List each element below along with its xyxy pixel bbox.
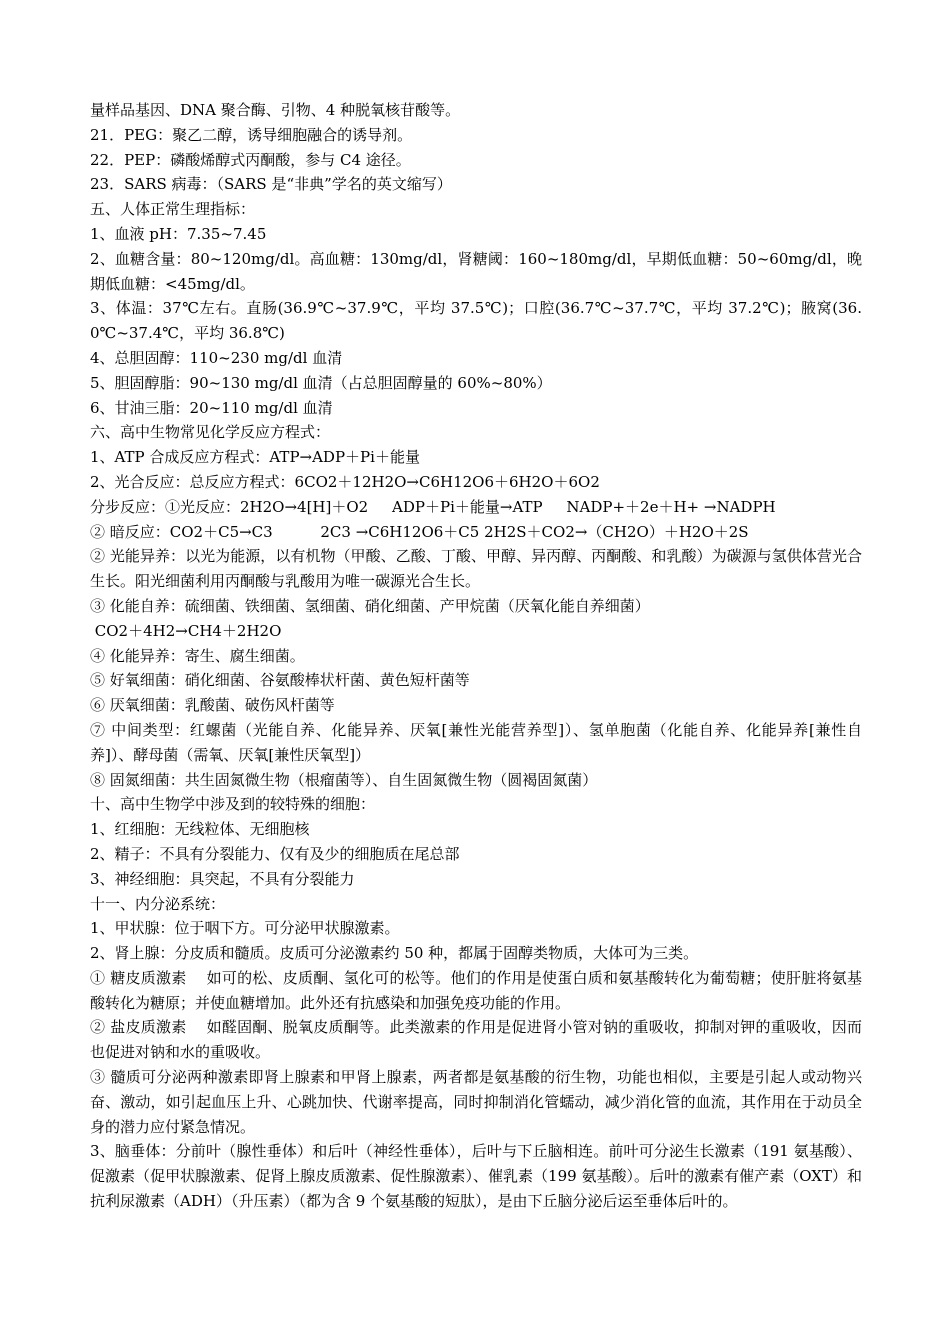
text-line: ⑤ 好氧细菌：硝化细菌、谷氨酸棒状杆菌、黄色短杆菌等 (90, 671, 470, 690)
text-line: 1、红细胞：无线粒体、无细胞核 (90, 820, 310, 839)
text-line: 3、脑垂体：分前叶（腺性垂体）和后叶（神经性垂体），后叶与下丘脑相连。前叶可分泌生长激素（191 氨基酸）、促激素（促甲状腺激素、促肾上腺皮质激素、促性腺激素）、催乳素（199 氨基酸）。后叶的激素有催产素（OXT）和抗利尿激素（ADH）（升压素）（都为含 9 个氨基酸的短肽），是由下丘脑分泌后运至垂体后叶的。 (90, 1142, 862, 1211)
text-line: 1、ATP 合成反应方程式：ATP→ADP＋Pi＋能量 (90, 448, 420, 467)
text-line: ② 光能异养：以光为能源，以有机物（甲酸、乙酸、丁酸、甲醇、异丙醇、丙酮酸、和乳酸）为碳源与氢供体营光合生长。阳光细菌利用丙酮酸与乳酸用为唯一碳源光合生长。 (90, 547, 862, 591)
text-line: ② 暗反应：CO2＋C5→C3 2C3 →C6H12O6＋C5 2H2S＋CO2→（CH2O）＋H2O＋2S (90, 522, 749, 541)
text-line: ③ 化能自养：硫细菌、铁细菌、氢细菌、硝化细菌、产甲烷菌（厌氧化能自养细菌） (90, 596, 650, 615)
document-body (90, 98, 862, 1214)
text-line: ③ 髓质可分泌两种激素即肾上腺素和甲肾上腺素，两者都是氨基酸的衍生物，功能也相似，主要是引起人或动物兴奋、激动，如引起血压上升、心跳加快、代谢率提高，同时抑制消化管蠕动，减少消化管的血流，其作用在于动员全身的潜力应付紧急情况。 (90, 1068, 862, 1136)
text-line: ④ 化能异养：寄生、腐生细菌。 (90, 646, 305, 665)
section-heading: 六、高中生物常见化学反应方程式： (90, 423, 331, 442)
text-line: 21．PEG：聚乙二醇，诱导细胞融合的诱导剂。 (90, 125, 413, 144)
text-line: ⑧ 固氮细菌：共生固氮微生物（根瘤菌等）、自生固氮微生物（圆褐固氮菌） (90, 770, 598, 789)
text-line: 2、血糖含量：80~120mg/dl。高血糖：130mg/dl，肾糖阈：160~180mg/dl，早期低血糖：50~60mg/dl，晚期低血糖：<45mg/dl。 (90, 249, 862, 293)
text-line: 4、总胆固醇：110~230 mg/dl 血清 (90, 348, 343, 367)
section-heading: 十、高中生物学中涉及到的较特殊的细胞： (90, 795, 376, 814)
section-heading: 十一、内分泌系统： (90, 894, 226, 913)
text-line: ① 糖皮质激素 如可的松、皮质酮、氢化可的松等。他们的作用是使蛋白质和氨基酸转化为葡萄糖；使肝脏将氨基酸转化为糖原；并使血糖增加。此外还有抗感染和加强免疫功能的作用。 (90, 968, 862, 1012)
text-line: 2、光合反应：总反应方程式：6CO2＋12H2O→C6H12O6＋6H2O＋6O2 (90, 472, 600, 491)
text-line: 2、肾上腺：分皮质和髓质。皮质可分泌激素约 50 种，都属于固醇类物质，大体可为三类。 (90, 944, 699, 963)
text-line: CO2＋4H2→CH4＋2H2O (90, 621, 282, 640)
text-line: 23．SARS 病毒：（SARS 是“非典”学名的英文缩写） (90, 175, 452, 194)
text-line: 5、胆固醇脂：90~130 mg/dl 血清（占总胆固醇量的 60%~80%） (90, 373, 552, 392)
text-line: 3、神经细胞：具突起，不具有分裂能力 (90, 869, 355, 888)
text-line: ⑥ 厌氧细菌：乳酸菌、破伤风杆菌等 (90, 696, 335, 715)
text-line: 2、精子：不具有分裂能力、仅有及少的细胞质在尾总部 (90, 844, 460, 863)
section-heading: 五、人体正常生理指标： (90, 200, 256, 219)
text-line: ② 盐皮质激素 如醛固酮、脱氧皮质酮等。此类激素的作用是促进肾小管对钠的重吸收，抑制对钾的重吸收，因而也促进对钠和水的重吸收。 (90, 1018, 862, 1062)
text-line: ⑦ 中间类型：红螺菌（光能自养、化能异养、厌氧[兼性光能营养型]）、氢单胞菌（化能自养、化能异养[兼性自养]）、酵母菌（需氧、厌氧[兼性厌氧型]） (90, 720, 862, 764)
text-line: 量样品基因、DNA 聚合酶、引物、4 种脱氧核苷酸等。 (90, 101, 461, 119)
text-line: 22．PEP：磷酸烯醇式丙酮酸，参与 C4 途径。 (90, 150, 411, 169)
text-line: 1、甲状腺：位于咽下方。可分泌甲状腺激素。 (90, 919, 400, 938)
text-line: 6、甘油三脂：20~110 mg/dl 血清 (90, 398, 333, 417)
text-line: 1、血液 pH：7.35~7.45 (90, 224, 267, 243)
text-line: 3、体温：37℃左右。直肠(36.9℃~37.9℃，平均 37.5℃)；口腔(36.7℃~37.7℃，平均 37.2℃)；腋窝(36.0℃~37.4℃，平均 36.8℃) (90, 299, 862, 343)
text-line: 分步反应：①光反应：2H2O→4[H]＋O2 ADP＋Pi＋能量→ATP NADP+＋2e＋H+ →NADPH (90, 497, 776, 516)
